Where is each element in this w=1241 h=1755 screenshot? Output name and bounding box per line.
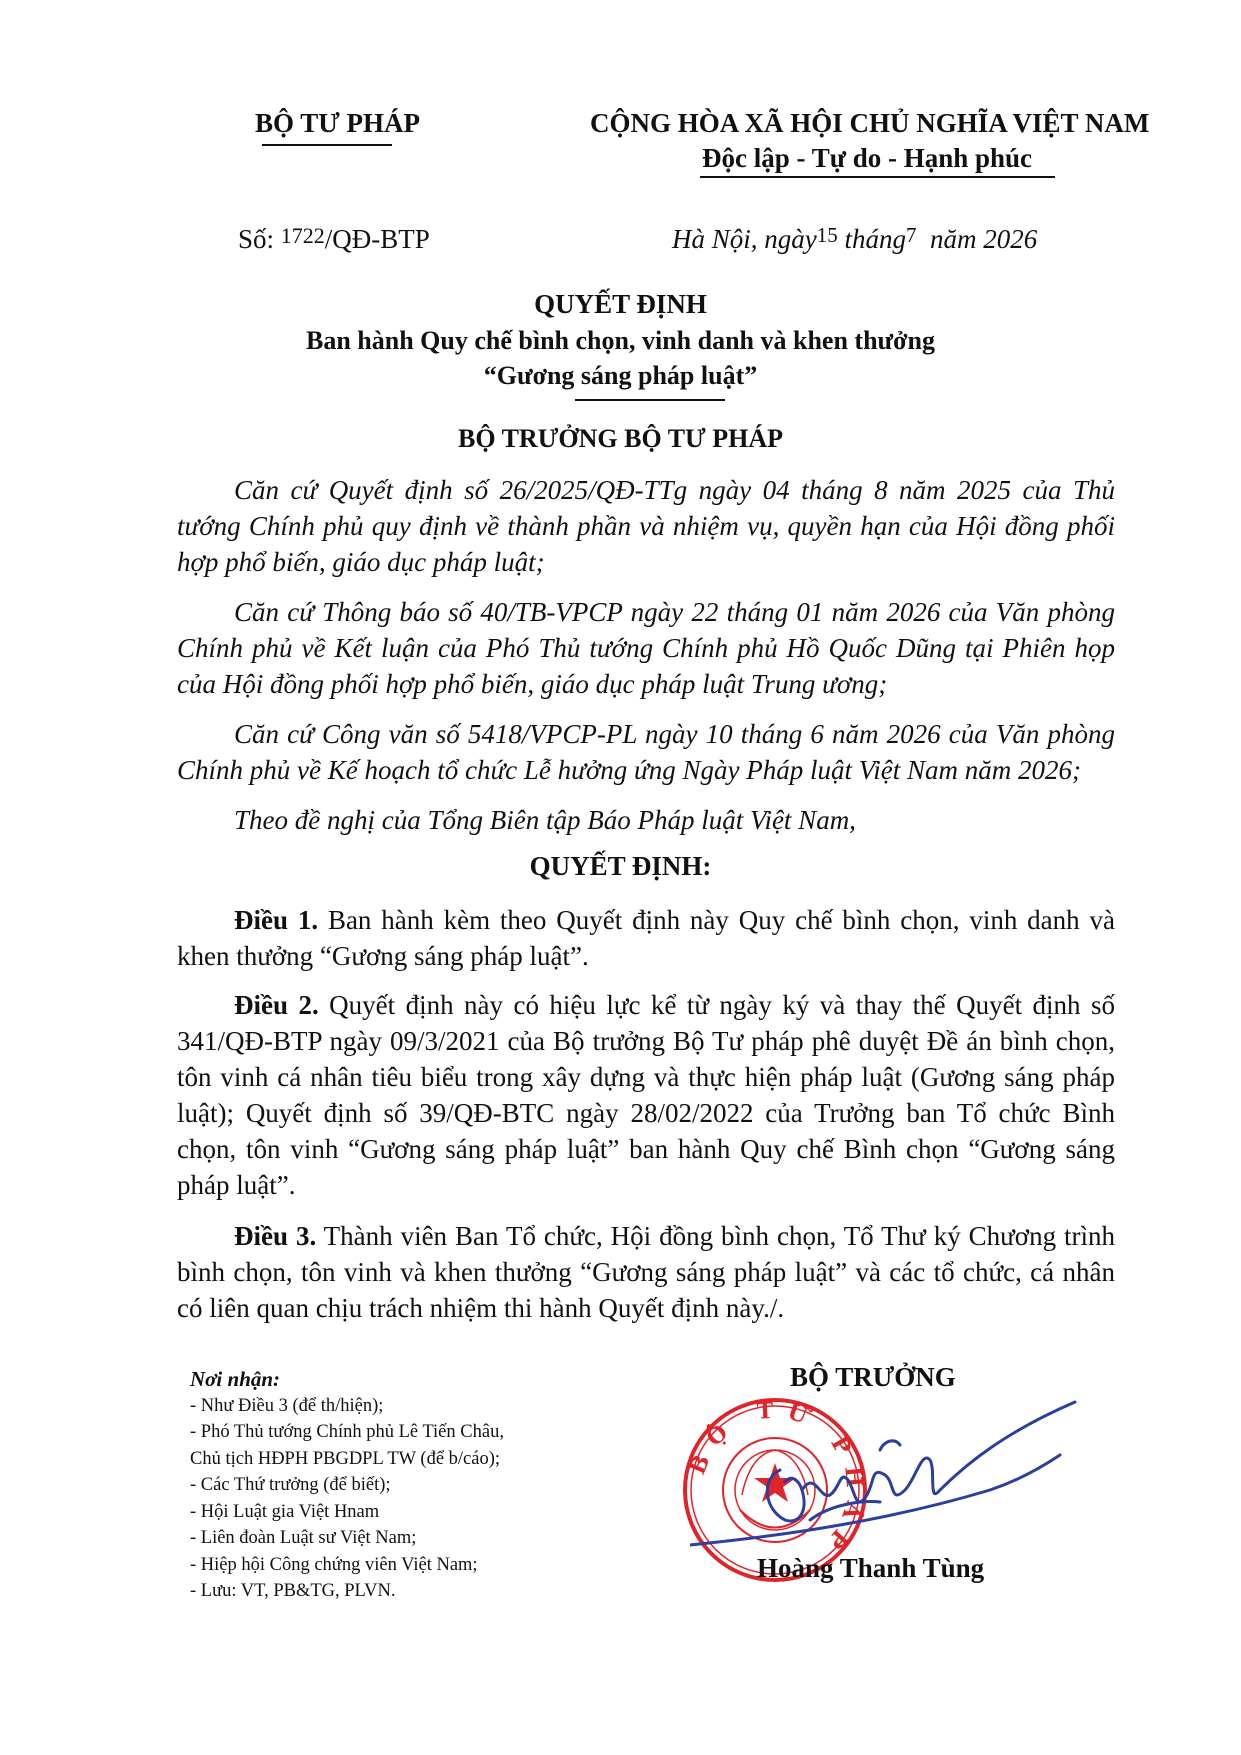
issuer-title: BỘ TRƯỞNG BỘ TƯ PHÁP: [457, 424, 784, 453]
date-year: năm 2026: [930, 224, 1038, 254]
national-motto: Độc lập - Tự do - Hạnh phúc: [702, 143, 1033, 173]
recipient-item: - Như Điều 3 (để th/hiện);: [190, 1395, 384, 1416]
recipient-item: - Hiệp hội Công chứng viên Việt Nam;: [190, 1554, 478, 1575]
article-1-text: Ban hành kèm theo Quyết định này Quy chế bình chọn, vinh danh và khen thưởng “Gương sáng pháp luật”.: [177, 905, 1115, 971]
article-3-text: Thành viên Ban Tổ chức, Hội đồng bình chọn, Tổ Thư ký Chương trình bình chọn, tôn vinh và khen thưởng “Gương sáng pháp luật” và các tổ chức, cá nhân có liên quan chịu trách nhiệm thi hành Quyết định này./.: [177, 1221, 1116, 1323]
signer-title: BỘ TRƯỞNG: [790, 1362, 956, 1392]
subject-underline: [575, 399, 725, 401]
issuing-ministry: BỘ TƯ PHÁP: [255, 108, 421, 138]
article-1-label: Điều 1.: [234, 905, 319, 935]
date-month: 7: [906, 223, 917, 247]
decision-subject-line1: Ban hành Quy chế bình chọn, vinh danh và khen thưởng: [306, 326, 935, 355]
seal-text: BỘ TƯ PHÁP: [684, 1397, 869, 1563]
document-number: [238, 224, 430, 255]
docno-suffix: /QĐ-BTP: [324, 224, 430, 254]
article-2-text: Quyết định này có hiệu lực kể từ ngày ký và thay thế Quyết định số 341/QĐ-BTP ngày 09/3/2021 của Bộ trưởng Bộ Tư pháp phê duyệt Đề án bình chọn, tôn vinh cá nhân tiêu biểu trong xây dựng và thực hiện pháp luật (Gương sáng pháp luật); Quyết định số 39/QĐ-BTC ngày 28/02/2022 của Trưởng ban Tổ chức Bình chọn, tôn vinh “Gương sáng pháp luật” ban hành Quy chế Bình chọn “Gương sáng pháp luật”.: [177, 990, 1116, 1200]
decide-heading: QUYẾT ĐỊNH:: [529, 851, 712, 881]
recipient-item: - Liên đoàn Luật sư Việt Nam;: [190, 1528, 417, 1548]
article-3-label: Điều 3.: [234, 1221, 317, 1251]
docno-number: 1722: [280, 223, 325, 248]
article-3: [177, 1218, 1115, 1326]
recipient-item: - Lưu: VT, PB&TG, PLVN.: [190, 1581, 396, 1601]
article-2-label: Điều 2.: [234, 990, 319, 1020]
legal-basis-2: Căn cứ Thông báo số 40/TB-VPCP ngày 22 tháng 01 năm 2026 của Văn phòng Chính phủ về Kết luận của Phó Thủ tướng Chính phủ Hồ Quốc Dũng tại Phiên họp của Hội đồng phối hợp phổ biến, giáo dục pháp luật Trung ương;: [177, 597, 1115, 699]
date-month-label: tháng: [844, 224, 907, 254]
signer-name: Hoàng Thanh Tùng: [757, 1553, 985, 1583]
motto-underline: [700, 176, 1055, 178]
issue-date: [672, 224, 1037, 255]
date-prefix: Hà Nội, ngày: [672, 224, 817, 254]
proposal-basis: Theo đề nghị của Tổng Biên tập Báo Pháp luật Việt Nam,: [234, 805, 856, 835]
legal-basis-3: Căn cứ Công văn số 5418/VPCP-PL ngày 10 tháng 6 năm 2026 của Văn phòng Chính phủ về Kế hoạch tổ chức Lễ hưởng ứng Ngày Pháp luật Việt Nam năm 2026;: [177, 719, 1115, 785]
recipient-item: Chủ tịch HĐPH PBGDPL TW (để b/cáo);: [190, 1448, 501, 1469]
national-title: CỘNG HÒA XÃ HỘI CHỦ NGHĨA VIỆT NAM: [590, 108, 1150, 138]
recipient-item: - Hội Luật gia Việt Hnam: [190, 1501, 380, 1522]
handwritten-signature-icon: [690, 1370, 1080, 1570]
recipients-block: [190, 1366, 630, 1605]
date-day: 15: [816, 223, 838, 247]
decision-title: QUYẾT ĐỊNH: [534, 289, 707, 319]
recipient-item: - Các Thứ trưởng (để biết);: [190, 1475, 391, 1495]
legal-basis-1: Căn cứ Quyết định số 26/2025/QĐ-TTg ngày 04 tháng 8 năm 2025 của Thủ tướng Chính phủ quy định về thành phần và nhiệm vụ, quyền hạn của Hội đồng phối hợp phổ biến, giáo dục pháp luật;: [177, 475, 1115, 577]
recipient-item: - Phó Thủ tướng Chính phủ Lê Tiến Châu,: [190, 1422, 504, 1442]
recipients-title: Nơi nhận:: [190, 1367, 281, 1391]
decision-subject-line2: “Gương sáng pháp luật”: [483, 361, 758, 390]
ministry-underline: [262, 144, 392, 146]
docno-prefix: Số:: [238, 224, 275, 254]
article-2: [177, 987, 1115, 1203]
article-1: [177, 902, 1115, 974]
